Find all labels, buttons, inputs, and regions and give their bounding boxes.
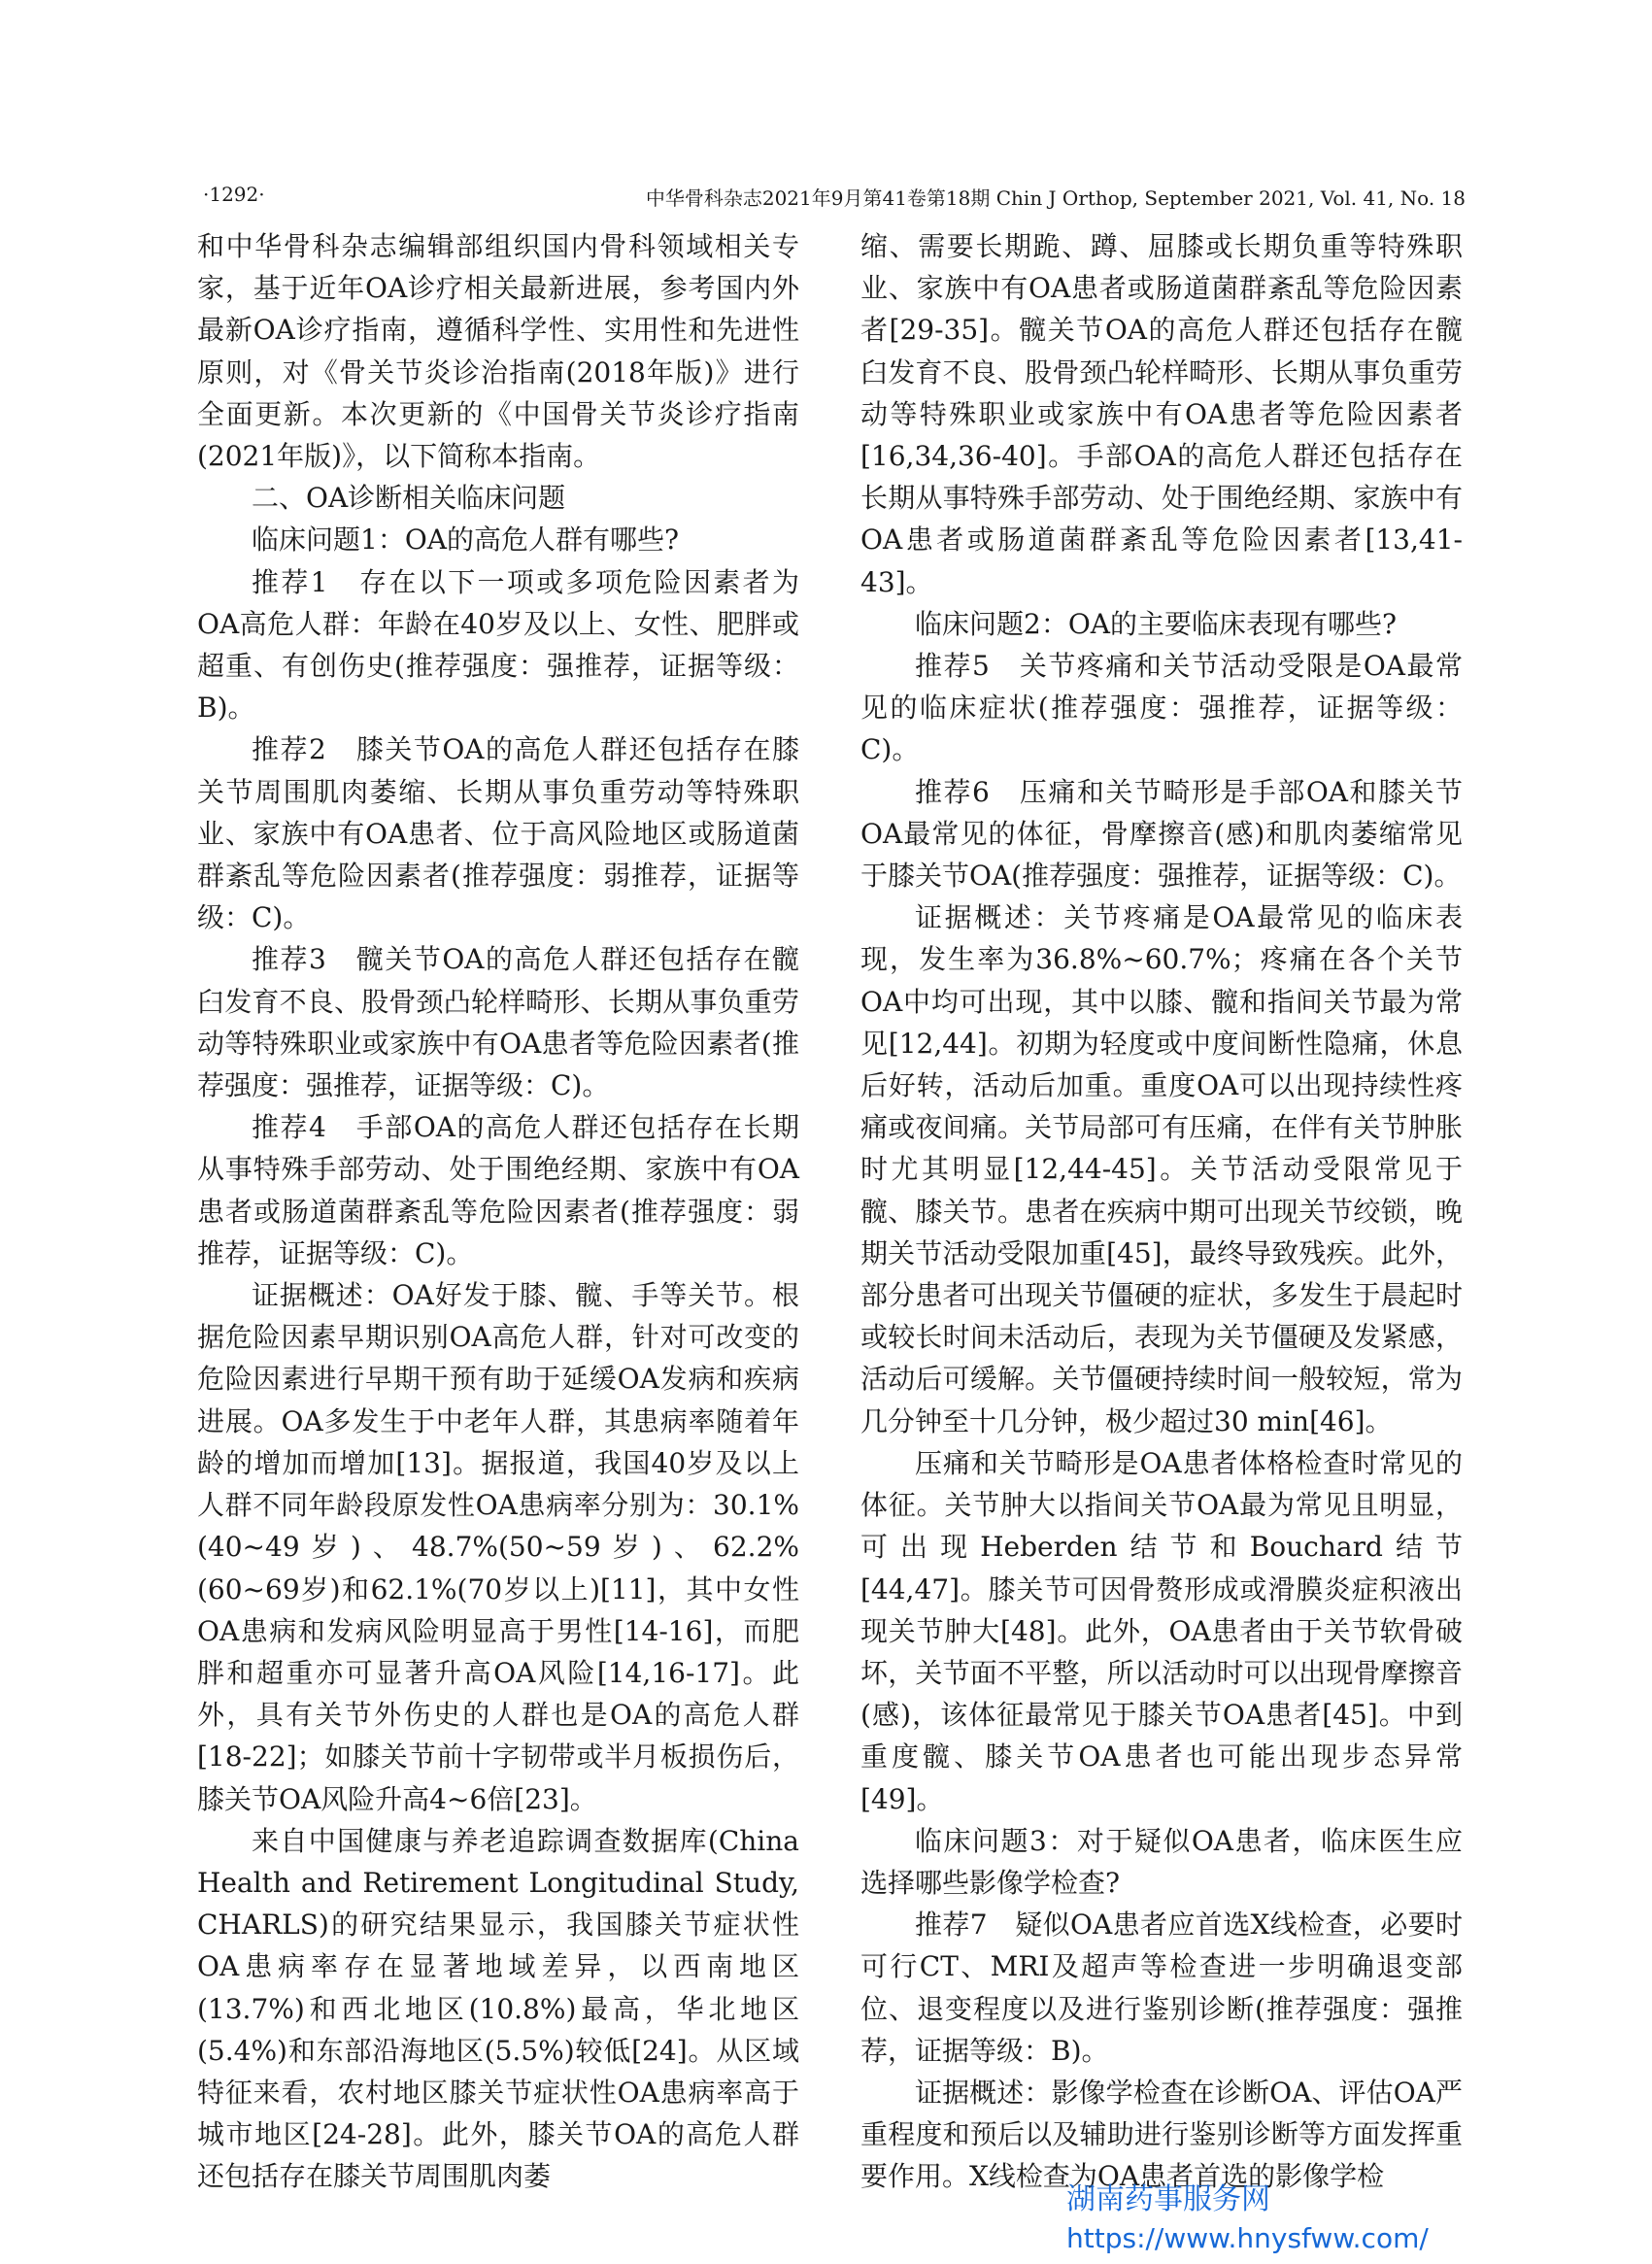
paragraph: 来自中国健康与养老追踪调查数据库(China Health and Retirement Longitudinal Study, CHARLS)的研究结果显示，我国膝关节症状性OA患病率存在显著地域差异，以西南地区(13.7%)和西北地区(10.8%)最高，华北地区(5.4%)和东部沿海地区(5.5%)较低[24]。从区域特征来看，农村地区膝关节症状性OA患病率高于城市地区[24-28]。此外，膝关节OA的高危人群还包括存在膝关节周围肌肉萎 (197, 1824, 799, 2193)
recommendation: 推荐5 关节疼痛和关节活动受限是OA最常见的临床症状(推荐强度：强推荐，证据等级：C)。 (860, 650, 1463, 766)
section-heading: 二、OA诊断相关临床问题 (252, 482, 566, 515)
page-number: ·1292· (203, 183, 265, 206)
clinical-question: 临床问题1：OA的高危人群有哪些? (252, 524, 680, 557)
recommendation: 推荐3 髋关节OA的高危人群还包括存在髋臼发育不良、股骨颈凸轮样畸形、长期从事负重劳动等特殊职业或家族中有OA患者等危险因素者(推荐强度：强推荐，证据等级：C)。 (197, 943, 799, 1102)
recommendation: 推荐4 手部OA的高危人群还包括存在长期从事特殊手部劳动、处于围绝经期、家族中有OA患者或肠道菌群紊乱等危险因素者(推荐强度：弱推荐，证据等级：C)。 (197, 1111, 799, 1269)
paragraph: 缩、需要长期跪、蹲、屈膝或长期负重等特殊职业、家族中有OA患者或肠道菌群紊乱等危险因素者[29-35]。髋关节OA的高危人群还包括存在髋臼发育不良、股骨颈凸轮样畸形、长期从事负重劳动等特殊职业或家族中有OA患者等危险因素者[16,34,36-40]。手部OA的高危人群还包括存在长期从事特殊手部劳动、处于围绝经期、家族中有OA患者或肠道菌群紊乱等危险因素者[13,41-43]。 (860, 230, 1463, 598)
site-watermark (1066, 2180, 1429, 2258)
watermark-url: https://www.hnysfww.com/ (1066, 2222, 1429, 2254)
running-header (203, 183, 1466, 218)
watermark-name: 湖南药事服务网 (1066, 2182, 1270, 2216)
paragraph: 和中华骨科杂志编辑部组织国内骨科领域相关专家，基于近年OA诊疗相关最新进展，参考国内外最新OA诊疗指南，遵循科学性、实用性和先进性原则，对《骨关节炎诊治指南(2018年版)》进行全面更新。本次更新的《中国骨关节炎诊疗指南(2021年版)》，以下简称本指南。 (197, 230, 799, 473)
evidence-summary: 证据概述：关节疼痛是OA最常见的临床表现，发生率为36.8%~60.7%；疼痛在各个关节OA中均可出现，其中以膝、髋和指间关节最为常见[12,44]。初期为轻度或中度间断性隐痛，休息后好转，活动后加重。重度OA可以出现持续性疼痛或夜间痛。关节局部可有压痛，在伴有关节肿胀时尤其明显[12,44-45]。关节活动受限常见于髋、膝关节。患者在疾病中期可出现关节绞锁，晚期关节活动受限加重[45]，最终导致残疾。此外，部分患者可出现关节僵硬的症状，多发生于晨起时或较长时间未活动后，表现为关节僵硬及发紧感，活动后可缓解。关节僵硬持续时间一般较短，常为几分钟至十几分钟，极少超过30 min[46]。 (860, 901, 1463, 1437)
recommendation: 推荐2 膝关节OA的高危人群还包括存在膝关节周围肌肉萎缩、长期从事负重劳动等特殊职业、家族中有OA患者、位于高风险地区或肠道菌群紊乱等危险因素者(推荐强度：弱推荐，证据等级：C)。 (197, 733, 799, 934)
clinical-question: 临床问题3：对于疑似OA患者，临床医生应选择哪些影像学检查? (860, 1824, 1463, 1899)
recommendation: 推荐1 存在以下一项或多项危险因素者为OA高危人群：年龄在40岁及以上、女性、肥胖或超重、有创伤史(推荐强度：强推荐，证据等级：B)。 (197, 565, 799, 725)
left-column (197, 225, 799, 2198)
journal-citation: 中华骨科杂志2021年9月第41卷第18期 Chin J Orthop, September 2021, Vol. 41, No. 18 (645, 186, 1466, 210)
recommendation: 推荐6 压痛和关节畸形是手部OA和膝关节OA最常见的体征，骨摩擦音(感)和肌肉萎缩常见于膝关节OA(推荐强度：强推荐，证据等级：C)。 (860, 775, 1463, 893)
paragraph: 压痛和关节畸形是OA患者体格检查时常见的体征。关节肿大以指间关节OA最为常见且明显，可出现Heberden结节和Bouchard结节[44,47]。膝关节可因骨赘形成或滑膜炎症积液出现关节肿大[48]。此外，OA患者由于关节软骨破坏，关节面不平整，所以活动时可以出现骨摩擦音(感)，该体征最常见于膝关节OA患者[45]。中到重度髋、膝关节OA患者也可能出现步态异常[49]。 (860, 1446, 1463, 1815)
evidence-summary: 证据概述：OA好发于膝、髋、手等关节。根据危险因素早期识别OA高危人群，针对可改变的危险因素进行早期干预有助于延缓OA发病和疾病进展。OA多发生于中老年人群，其患病率随着年龄的增加而增加[13]。据报道，我国40岁及以上人群不同年龄段原发性OA患病率分别为：30.1%(40~49岁)、48.7%(50~59岁)、62.2%(60~69岁)和62.1%(70岁以上)[11]，其中女性OA患病和发病风险明显高于男性[14-16]，而肥胖和超重亦可显著升高OA风险[14,16-17]。此外，具有关节外伤史的人群也是OA的高危人群[18-22]；如膝关节前十字韧带或半月板损伤后，膝关节OA风险升高4~6倍[23]。 (197, 1279, 799, 1815)
recommendation: 推荐7 疑似OA患者应首选X线检查，必要时可行CT、MRI及超声等检查进一步明确退变部位、退变程度以及进行鉴别诊断(推荐强度：强推荐，证据等级：B)。 (860, 1909, 1463, 2067)
right-column (860, 225, 1463, 2198)
clinical-question: 临床问题2：OA的主要临床表现有哪些? (915, 607, 1398, 640)
evidence-summary: 证据概述：影像学检查在诊断OA、评估OA严重程度和预后以及辅助进行鉴别诊断等方面发挥重要作用。X线检查为OA患者首选的影像学检 (860, 2076, 1463, 2193)
